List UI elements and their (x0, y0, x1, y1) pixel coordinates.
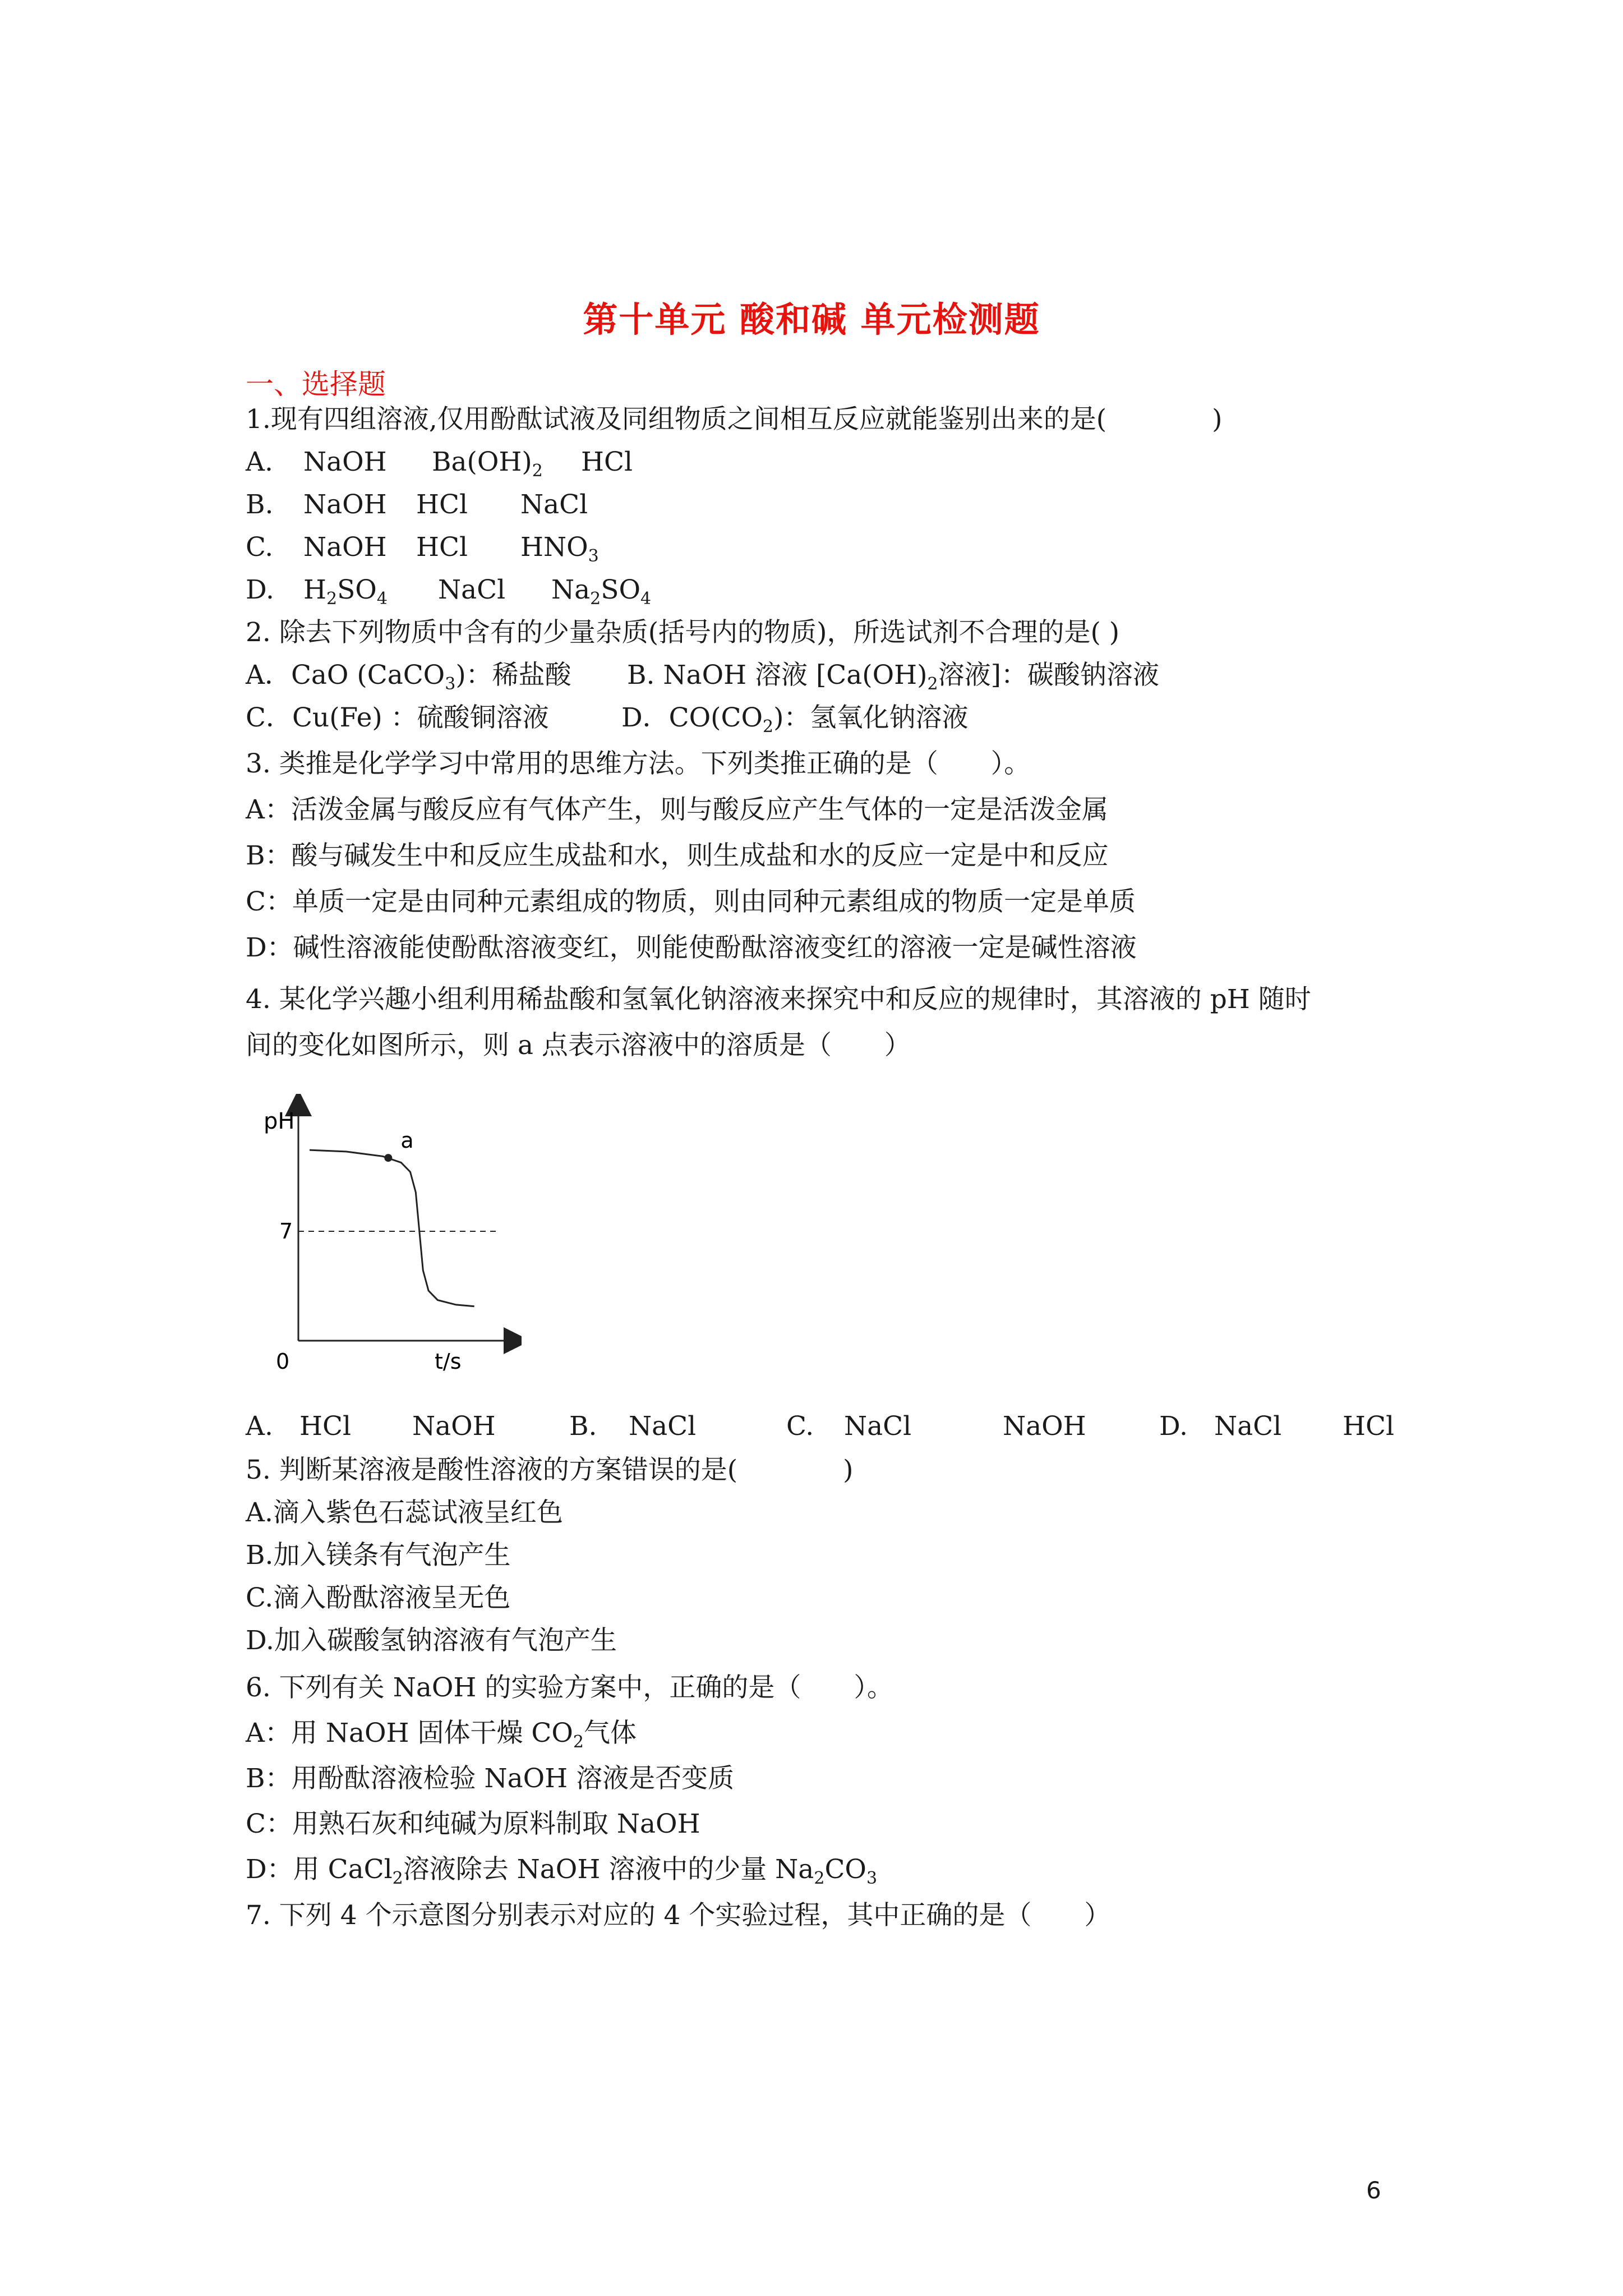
page-title: 第十单元 酸和碱 单元检测题 (583, 299, 1040, 340)
q4-stem-line2: 间的变化如图所示，则 a 点表示溶液中的溶质是（ ） (246, 1030, 911, 1061)
q7-stem: 7. 下列 4 个示意图分别表示对应的 4 个实验过程，其中正确的是（ ） (246, 1900, 1111, 1931)
origin-label: 0 (276, 1349, 290, 1374)
q6-option-b: B：用酚酞溶液检验 NaOH 溶液是否变质 (246, 1763, 735, 1794)
y-tick-7: 7 (279, 1219, 293, 1244)
section-heading: 一、选择题 (246, 368, 386, 401)
q5-option-c: C.滴入酚酞溶液呈无色 (246, 1582, 511, 1613)
q6-stem: 6. 下列有关 NaOH 的实验方案中，正确的是（ ）。 (246, 1672, 893, 1703)
x-axis-label: t/s (435, 1349, 462, 1374)
q3-option-a: A：活泼金属与酸反应有气体产生，则与酸反应产生气体的一定是活泼金属 (246, 794, 1108, 825)
q4-stem-line1: 4. 某化学兴趣小组利用稀盐酸和氢氧化钠溶液来探究中和反应的规律时，其溶液的 pH 随时 (246, 984, 1311, 1015)
q1-stem: 1.现有四组溶液,仅用酚酞试液及同组物质之间相互反应就能鉴别出来的是( ) (246, 404, 1223, 435)
q5-option-b: B.加入镁条有气泡产生 (246, 1540, 511, 1571)
q6-option-c: C：用熟石灰和纯碱为原料制取 NaOH (246, 1809, 700, 1839)
q5-option-d: D.加入碳酸氢钠溶液有气泡产生 (246, 1625, 617, 1656)
q3-option-d: D：碱性溶液能使酚酞溶液变红，则能使酚酞溶液变红的溶液一定是碱性溶液 (246, 932, 1137, 963)
ph-curve (310, 1150, 474, 1306)
y-axis-label: pH (264, 1108, 295, 1134)
q2-stem: 2. 除去下列物质中含有的少量杂质(括号内的物质)，所选试剂不合理的是( ) (246, 617, 1120, 648)
q5-option-a: A.滴入紫色石蕊试液呈红色 (246, 1497, 563, 1528)
q6-option-d: D：用 CaCl$_2$溶液除去 NaOH 溶液中的少量 $Na_2CO_3$ (246, 1854, 878, 1888)
q3-option-c: C：单质一定是由同种元素组成的物质，则由同种元素组成的物质一定是单质 (246, 886, 1136, 917)
ph-time-chart (264, 1094, 522, 1374)
q5-stem: 5. 判断某溶液是酸性溶液的方案错误的是( ) (246, 1455, 854, 1485)
point-a-label: a (400, 1128, 414, 1153)
q3-option-b: B：酸与碱发生中和反应生成盐和水，则生成盐和水的反应一定是中和反应 (246, 840, 1109, 871)
q6-option-a: A：用 NaOH 固体干燥 $CO_2$气体 (246, 1718, 637, 1752)
q3-stem: 3. 类推是化学学习中常用的思维方法。下列类推正确的是（ ）。 (246, 748, 1031, 779)
page-number: 6 (1366, 2177, 1381, 2204)
point-a (384, 1154, 392, 1162)
